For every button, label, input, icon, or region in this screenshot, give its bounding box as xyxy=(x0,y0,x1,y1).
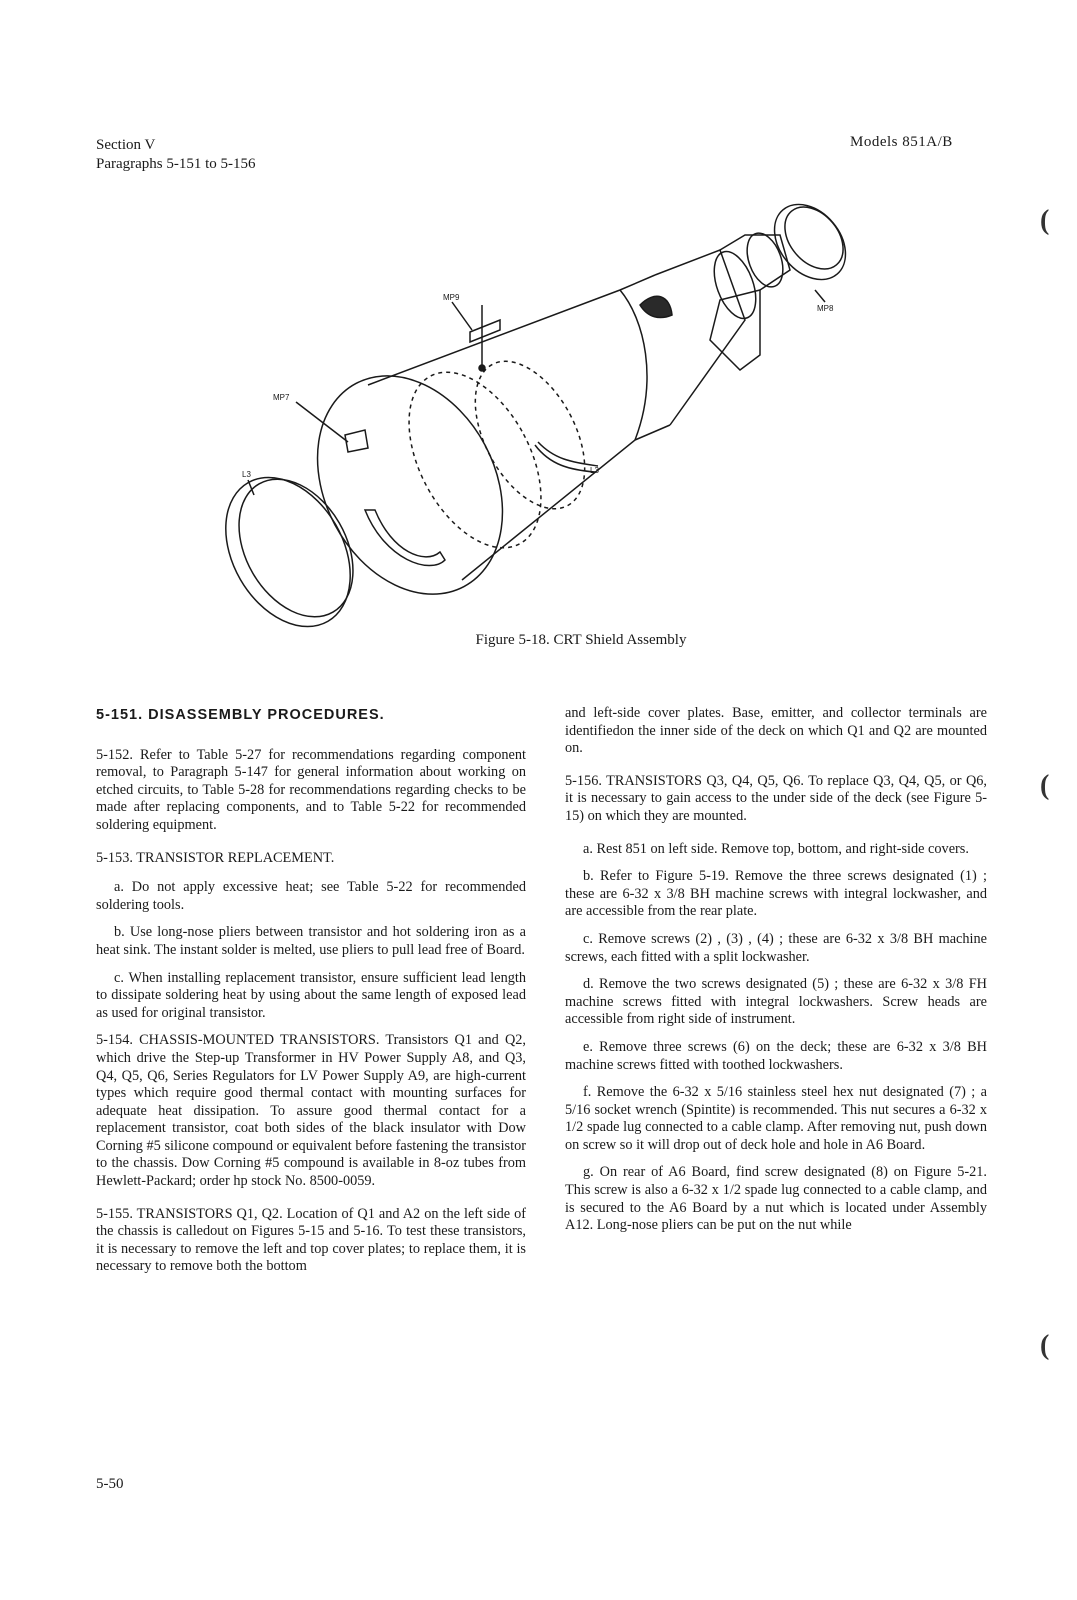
paragraph-5-155-continued: and left-side cover plates. Base, emitter, and collector terminals are identifiedon the inner side of the deck on which Q1 and Q2 are mounted on. xyxy=(565,705,987,757)
paragraph-5-155: 5-155. TRANSISTORS Q1, Q2. Location of Q1 and A2 on the left side of the chassis is calledout on Figures 5-15 and 5-16. To test these transistors, it is necessary to remove the left and top cover plates; to replace them, it is necessary to remove both the bottom xyxy=(96,1205,526,1275)
callout-mp8: MP8 xyxy=(817,304,834,313)
step-5-156-c: c. Remove screws (2) , (3) , (4) ; these are 6-32 x 3/8 BH machine screws, each fitted with a split lockwasher. xyxy=(565,930,987,965)
left-column xyxy=(96,705,526,1291)
section-label: Section V xyxy=(96,137,156,153)
step-5-156-d: d. Remove the two screws designated (5) ; these are 6-32 x 3/8 FH machine screws fitted with integral lockwashers. Screw heads are accessible from right side of instrument. xyxy=(565,976,987,1028)
rear-ring-shape xyxy=(760,191,860,294)
front-ring-shape xyxy=(200,455,375,630)
paragraphs-range: Paragraphs 5-151 to 5-156 xyxy=(96,156,256,172)
right-column xyxy=(565,705,987,1245)
page-header-left xyxy=(96,136,256,174)
crt-shield-figure xyxy=(200,180,890,630)
step-5-153-c: c. When installing replacement transistor, ensure sufficient lead length to dissipate soldering heat by using about the same length of exposed lead as used for original transistor. xyxy=(96,969,526,1021)
step-5-156-f: f. Remove the 6-32 x 5/16 stainless steel hex nut designated (7) ; a 5/16 socket wrench (Spintite) is recommended. This nut secures a 6-32 x 1/2 spade lug connected to a cable clamp. After removing nut, push down on screw so it will drop out of deck hole and hole in A6 Board. xyxy=(565,1084,987,1153)
step-5-156-a: a. Rest 851 on left side. Remove top, bottom, and right-side covers. xyxy=(583,840,969,857)
binding-mark-middle: ( xyxy=(1040,770,1050,801)
callout-l3-right: L3 xyxy=(590,466,599,475)
shield-front-shape xyxy=(281,344,539,627)
step-5-153-a: a. Do not apply excessive heat; see Table 5-22 for recommended soldering tools. xyxy=(96,879,526,913)
binding-mark-top: ( xyxy=(1040,205,1050,236)
paragraph-5-156: 5-156. TRANSISTORS Q3, Q4, Q5, Q6. To replace Q3, Q4, Q5, or Q6, it is necessary to gain access to the under side of the deck (see Figure 5-15) on which they are mounted. xyxy=(565,772,987,824)
callout-mp9: MP9 xyxy=(443,293,460,302)
models-label: Models 851A/B xyxy=(850,134,953,150)
step-5-156-b: b. Refer to Figure 5-19. Remove the three screws designated (1) ; these are 6-32 x 3/8 BH machine screws with integral lockwasher, and are accessible from the rear plate. xyxy=(565,868,987,920)
callout-mp7: MP7 xyxy=(273,393,290,402)
section-heading: 5-151. DISASSEMBLY PROCEDURES. xyxy=(96,707,385,723)
paragraph-5-153-title: 5-153. TRANSISTOR REPLACEMENT. xyxy=(96,849,335,866)
step-5-153-b: b. Use long-nose pliers between transistor and hot soldering iron as a heat sink. The instant solder is melted, use pliers to pull lead free of Board. xyxy=(96,924,526,958)
figure-caption: Figure 5-18. CRT Shield Assembly xyxy=(475,632,687,648)
page-number: 5-50 xyxy=(96,1476,124,1492)
step-5-156-e: e. Remove three screws (6) on the deck; these are 6-32 x 3/8 BH machine screws fitted with toothed lockwashers. xyxy=(565,1038,987,1073)
step-5-156-g: g. On rear of A6 Board, find screw designated (8) on Figure 5-21. This screw is also a 6-32 x 1/2 spade lug connected to a cable clamp, and is secured to the A6 Board by a nut which is located under Assembly A12. Long-nose pliers can be put on the nut while xyxy=(565,1164,987,1234)
paragraph-5-152: 5-152. Refer to Table 5-27 for recommendations regarding component removal, to Paragraph 5-147 for general information about working on etched circuits, to Table 5-28 for recommendations regarding checks to be made after replacing components, and to Table 5-22 for recommended soldering equipment. xyxy=(96,746,526,833)
paragraph-5-154: 5-154. CHASSIS-MOUNTED TRANSISTORS. Transistors Q1 and Q2, which drive the Step-up Transformer in HV Power Supply A8, and Q3, Q4, Q5, Q6, Series Regulators for LV Power Supply A9, are high-current types which require good thermal contact with mounting surfaces for adequate heat dissipation. To assure good thermal contact for a replacement transistor, coat both sides of the black insulator with Dow Corning #5 silicone compound or equivalent before fastening the transistor to the chassis. Dow Corning #5 compound is available in 8-oz tubes from Hewlett-Packard; order hp stock No. 8500-0059. xyxy=(96,1032,526,1190)
callout-l3-left: L3 xyxy=(242,470,251,479)
binding-mark-bottom: ( xyxy=(1040,1330,1050,1361)
